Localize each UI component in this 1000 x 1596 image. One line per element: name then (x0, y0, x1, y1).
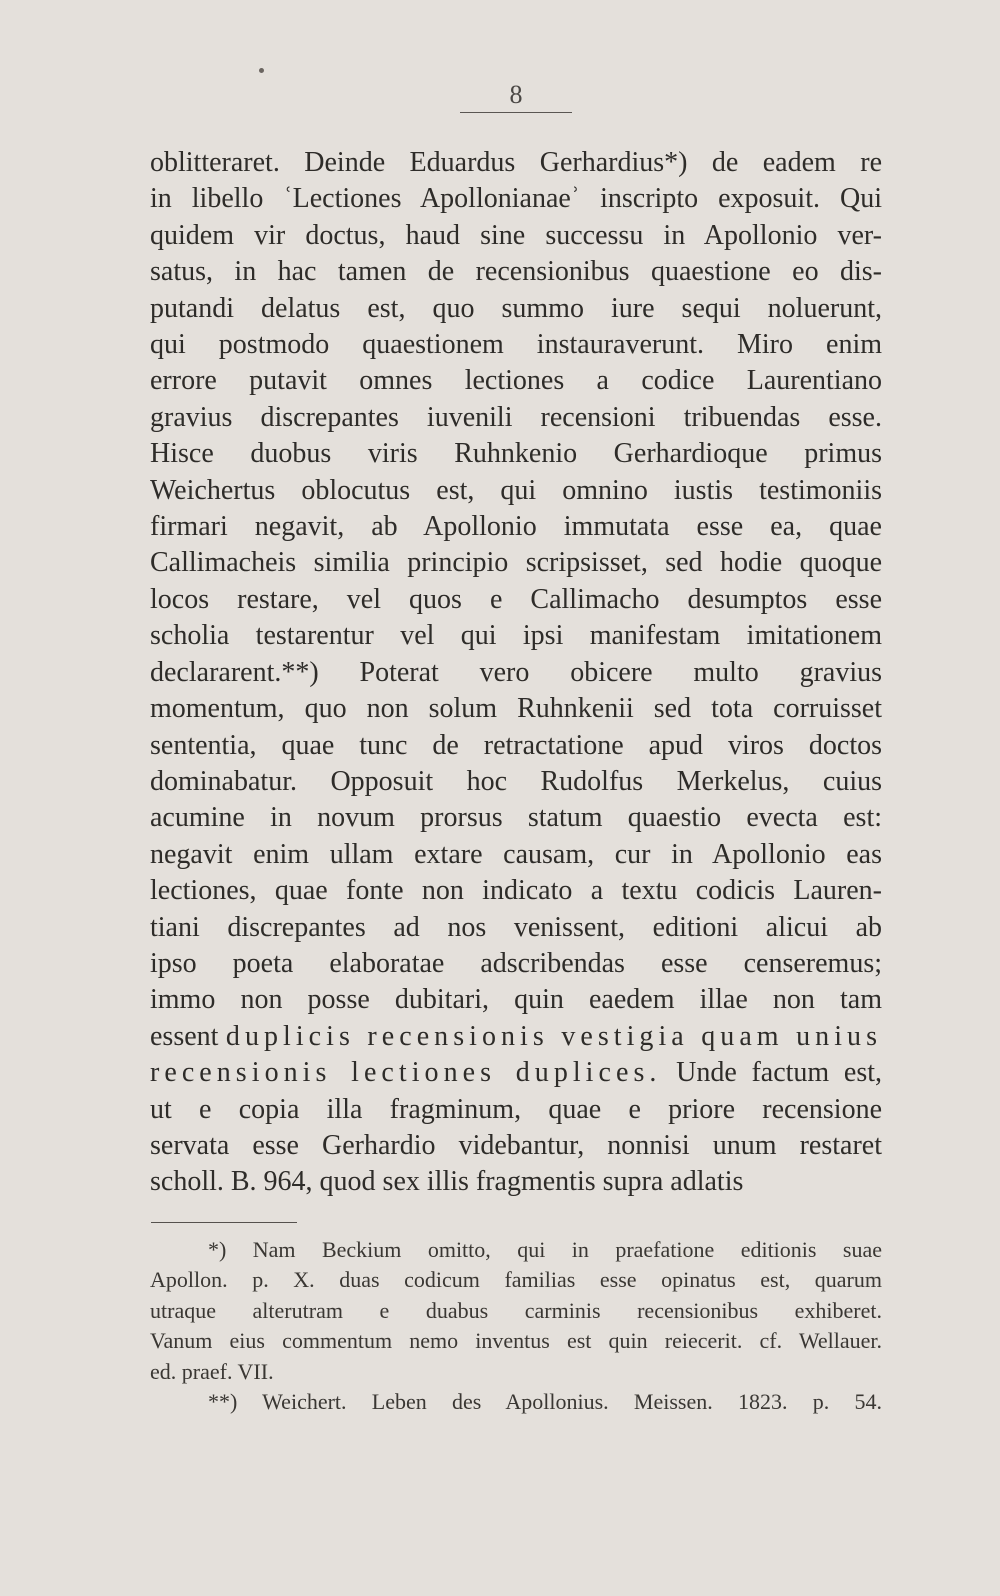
text-line-spaced (150, 1055, 882, 1091)
footnote-line: Apollon. p. X. duas codicum familias esse opinatus est, quarum (150, 1267, 882, 1293)
text-line: negavit enim ullam extare causam, cur in Apollonio eas (150, 838, 882, 870)
page-number-rule (460, 112, 572, 113)
text-line: quidem vir doctus, haud sine successu in Apollonio ver- (150, 219, 882, 251)
footnote-line: utraque alterutram e duabus carminis recensionibus exhiberet. (150, 1297, 882, 1323)
text-line: Weichertus oblocutus est, qui omnino iustis testimoniis (150, 474, 882, 506)
footnote-line: ed. praef. VII. (150, 1358, 274, 1384)
ink-speck (259, 68, 264, 73)
text-line: putandi delatus est, quo summo iure sequi noluerunt, (150, 292, 882, 324)
text-line: Hisce duobus viris Ruhnkenio Gerhardioque primus (150, 438, 882, 470)
footnote-line: *) Nam Beckium omitto, qui in praefatione editionis suae (208, 1237, 882, 1262)
text-segment: Unde factum est, (676, 1057, 883, 1089)
text-line: scholia testarentur vel qui ipsi manifestam imitationem (150, 620, 882, 652)
footnotes (150, 1235, 882, 1417)
text-segment: essent (150, 1020, 219, 1052)
footnote-line: **) Weichert. Leben des Apollonius. Meissen. 1823. p. 54. (208, 1389, 882, 1415)
text-line: ipso poeta elaboratae adscribendas esse censeremus; (150, 947, 882, 979)
text-line: scholl. B. 964, quod sex illis fragmentis supra adlatis (150, 1166, 744, 1198)
footnote-line: Vanum eius commentum nemo inventus est quin reiecerit. cf. Wellauer. (150, 1328, 882, 1354)
text-line: immo non posse dubitari, quin eaedem illae non tam (150, 984, 882, 1016)
text-line: satus, in hac tamen de recensionibus quaestione eo dis- (150, 256, 882, 288)
text-line: tiani discrepantes ad nos venissent, editioni alicui ab (150, 911, 882, 943)
text-line: acumine in novum prorsus statum quaestio evecta est: (150, 802, 882, 834)
main-text (150, 145, 882, 1201)
text-line-spaced (150, 1019, 882, 1055)
page-number: 8 (509, 80, 523, 109)
text-line: locos restare, vel quos e Callimacho desumptos esse (150, 583, 882, 615)
spaced-emphasis: recensionis lectiones duplices. (150, 1057, 662, 1089)
text-line: errore putavit omnes lectiones a codice Laurentiano (150, 365, 882, 397)
text-line: momentum, quo non solum Ruhnkenii sed tota corruisset (150, 693, 882, 725)
text-line: qui postmodo quaestionem instauraverunt. Miro enim (150, 329, 882, 361)
text-line: lectiones, quae fonte non indicato a textu codicis Lauren- (150, 875, 882, 907)
text-line: Callimacheis similia principio scripsisset, sed hodie quoque (150, 547, 882, 579)
footnote-separator (151, 1222, 297, 1223)
text-line: ut e copia illa fragminum, quae e priore recensione (150, 1093, 882, 1125)
text-line: in libello ʿLectiones Apollonianaeʾ inscripto exposuit. Qui (150, 183, 882, 215)
text-line: dominabatur. Opposuit hoc Rudolfus Merkelus, cuius (150, 765, 882, 797)
spaced-emphasis: duplicis recensionis vestigia quam unius (225, 1020, 883, 1052)
text-line: declararent.**) Poterat vero obicere multo gravius (150, 656, 882, 688)
text-line: oblitteraret. Deinde Eduardus Gerhardius*) de eadem re (150, 147, 882, 178)
text-line: gravius discrepantes iuvenili recensioni tribuendas esse. (150, 401, 882, 433)
text-line: sententia, quae tunc de retractatione apud viros doctos (150, 729, 882, 761)
text-line: firmari negavit, ab Apollonio immutata esse ea, quae (150, 511, 882, 543)
text-line: servata esse Gerhardio videbantur, nonnisi unum restaret (150, 1129, 882, 1161)
